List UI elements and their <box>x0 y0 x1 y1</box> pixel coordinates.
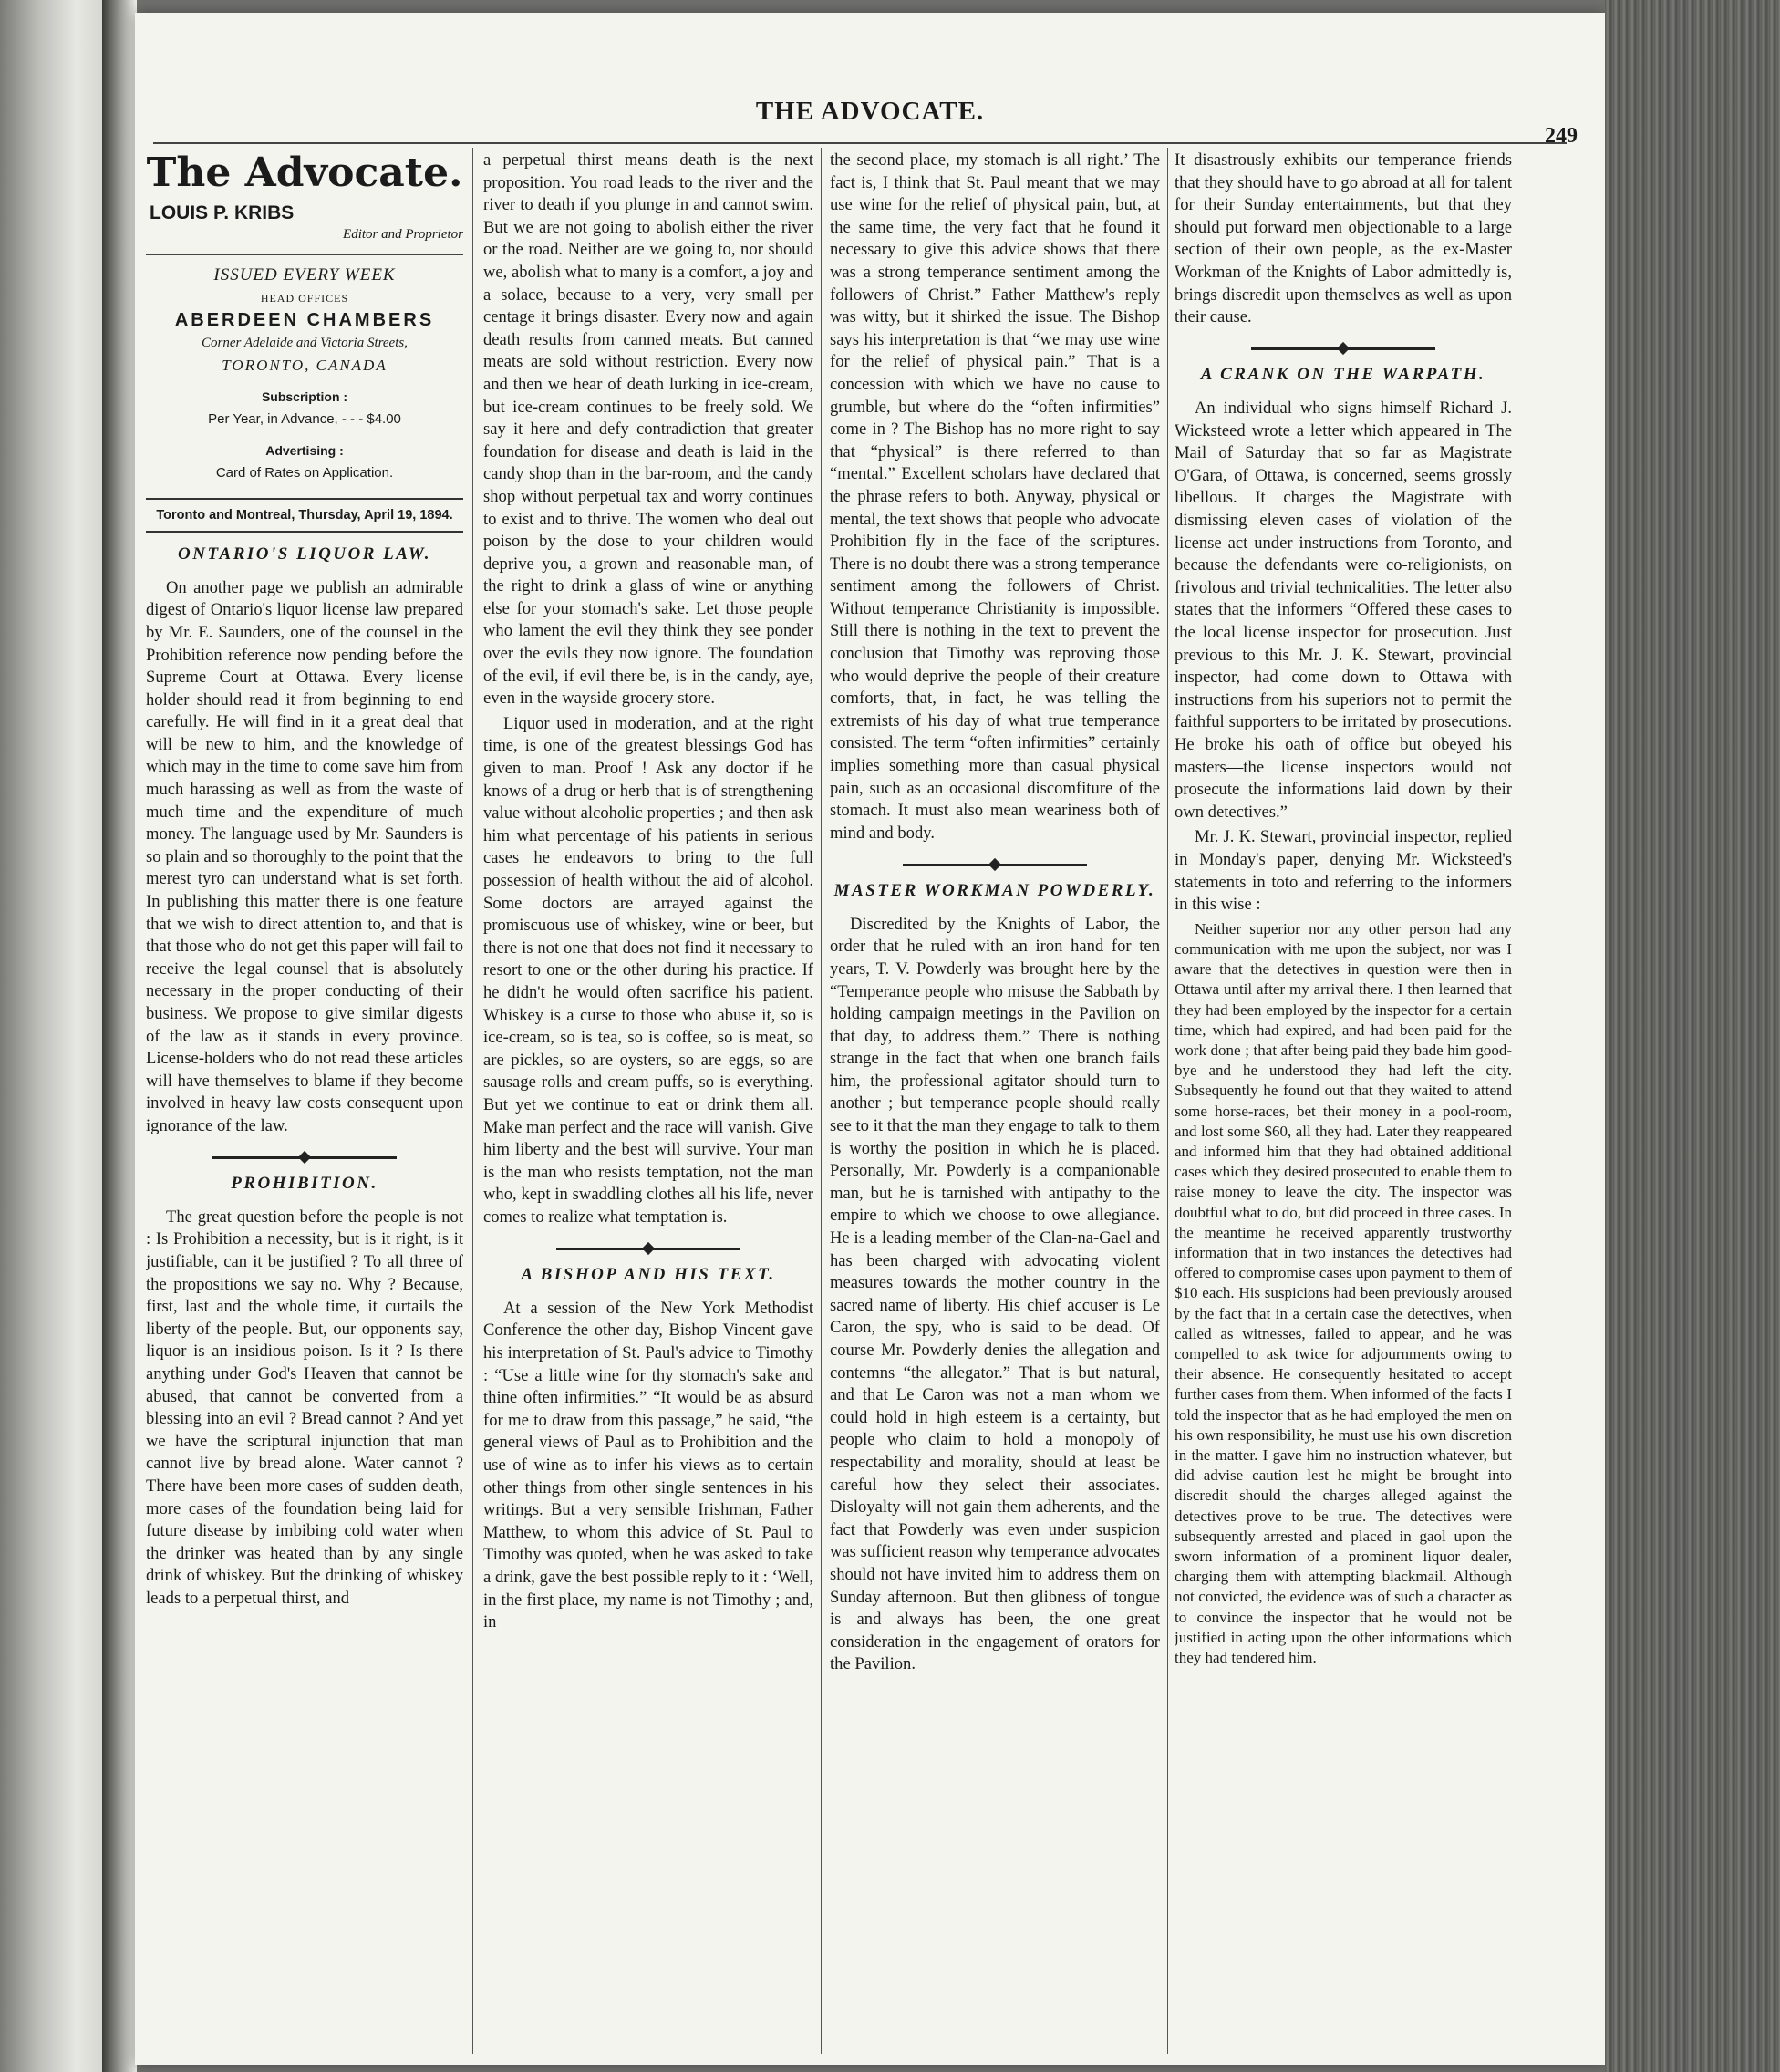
column-rule <box>1167 148 1168 2054</box>
masthead-rule <box>146 254 463 255</box>
issued-line: ISSUED EVERY WEEK <box>213 265 396 285</box>
article-paragraph: It disastrously exhibits our temperance friends that they should have to go abroad at all for talent for their Sunday entertainments, but that they should put forward men objectionable to a large section of their own people, as the ex-Master Workman of the Knights of Labor admittedly is, brings discredit upon themselves as well as upon their cause. <box>1175 150 1512 327</box>
subscription-label: Subscription : <box>261 389 348 405</box>
quote-paragraph: Neither superior nor any other person had any communication with me upon the subject, nor was I aware that the detectives in question were then in Ottawa until after my arrival there. I then learned that they had been employed by the inspector for a certain time, which had expired, and had been paid for the work done ; that after being paid they bade him good-bye and he understood they had left the city. Subsequently he found out that they waited to attend some horse-races, bet their money in a pool-room, and lost some $60, all they had. Later they reappeared and informed him that they had obtained additional cases which they desired prosecuted to enable them to raise money to leave the city. The inspector was doubtful what to do, but did proceed in three cases. In the meantime he received apparently trustworthy information that in two instances the detectives had offered to compromise cases upon payment to them of $10 each. His suspicions had been previously aroused by the fact that in a certain case the detectives, when called as witnesses, failed to appear, and he was compelled to ask twice for adjournments owing to their absence. He consequently hesitated to accept further cases from them. When informed of the facts I told the inspector that as he had employed the men on his own responsibility, he must use his own discretion in the matter. I gave him no instruction whatever, but did advise caution lest he might be brought into discredit should the charges alleged against the detectives prove to be true. The detectives were subsequently arrested and placed in gaol upon the sworn information of a prominent liquor dealer, charging them with attempting blackmail. Although not convicted, the evidence was of such a character as to convince the inspector that he would not be justified in acting upon the other informations which they had tendered him. <box>1175 919 1512 1667</box>
masthead <box>146 150 463 533</box>
city-line: TORONTO, CANADA <box>222 356 388 374</box>
book-gutter <box>102 0 137 2072</box>
column-4 <box>1175 150 1512 2051</box>
page-number: 249 <box>1545 124 1578 148</box>
article-paragraph: a perpetual thirst means death is the next proposition. You road leads to the river and the river to death if you plunge in and cannot swim. But we are not going to abolish either the river or the road. Neither are we going to, nor should we, abolish what to many is a comfort, a joy and a solace, because to a very, very small per centage it brings disaster. Every now and again death results from canned meats. But canned meats are sold without restriction. Every now and then we hear of death lurking in ice-cream, but ice-cream continues to be freely sold. We say it here and defy contradiction that greater foundation for disease and death is laid in the candy shop than in the bar-room, and the candy shop without perpetual tax and worry continues to exist and to thrive. The women who deal out poison by the dose to your children would deprive you, a grown and reasonable man, of the right to drink a glass of wine or anything else for your stomach's sake. Let those people who lament the evil they think they see ponder over the evils they now ignore. The foundation of the evil, if evil there be, is in the candy, aye, even in the wayside grocery store. <box>483 150 813 709</box>
article-paragraph: Discredited by the Knights of Labor, the order that he ruled with an iron hand for ten years, T. V. Powderly was brought here by the “Temperance people who misuse the Sabbath by holding campaign meetings in the Pavilion on that day, to address them.” There is nothing strange in the fact that when one branch fails him, the professional agitator should turn to another ; but temperance people should really see to it that the man they engage to talk to them is worthy the position in which he is placed. Personally, Mr. Powderly is a companionable man, but he is tarnished with antipathy to the empire to which we choose to owe allegiance. He is a leading member of the Clan-na-Gael and has been charged with advocating violent measures towards the mother country in the sacred name of liberty. His chief accuser is Le Caron, the spy, who is said to be dead. Of course Mr. Powderly denies the allegation and contemns “the allegator.” That is but natural, and that Le Caron was not a man whom we could hold in high esteem is a certainty, but people who claim to hold a monopoly of respectability and morality, should at least be careful how they select their associates. Disloyalty will not gain them adherents, and the fact that Powderly was even under suspicion was sufficient reason why temperance advocates should not have invited him to address them on Sunday afternoon. But then glibness of tongue is and always has been, the one great consideration in the engagement of orators for the Pavilion. <box>830 914 1160 1674</box>
article-paragraph: Mr. J. K. Stewart, provincial inspector, replied in Monday's paper, denying Mr. Wicksteed's statements in toto and referring to the informers in this wise : <box>1175 827 1512 915</box>
editor-name: LOUIS P. KRIBS <box>150 202 295 223</box>
running-head: THE ADVOCATE. <box>755 97 985 126</box>
newspaper-page <box>135 13 1605 2065</box>
article-paragraph: At a session of the New York Methodist Conference the other day, Bishop Vincent gave his interpretation of St. Paul's advice to Timothy : “Use a little wine for thy stomach's sake and thine often infirmities.” “It would be as absurd for me to draw from this passage,” he said, “the general views of Paul as to Prohibition and the use of wine as to infer his views as to certain other things from other single sentences in his writings. But a very sensible Irishman, Father Matthew, to whom this advice of St. Paul to Timothy was quoted, when he was asked to take a drink, gave the best possible reply to it : ‘Well, in the first place, my name is not Timothy ; and, in <box>483 1298 813 1632</box>
head-offices-line: HEAD OFFICES <box>260 291 349 305</box>
column-1 <box>146 150 463 2051</box>
masthead-title: The Advocate. <box>146 150 463 196</box>
article-heading: ONTARIO'S LIQUOR LAW. <box>178 544 431 565</box>
section-divider <box>483 1244 813 1254</box>
section-divider <box>830 859 1160 869</box>
article-paragraph: the second place, my stomach is all right.’ The fact is, I think that St. Paul meant that we may use wine for the relief of physical pain, but, at the same time, the very fact that he found it necessary to give this advice shows that there was a strong temperance sentiment among the followers of Christ.” Father Matthew's reply was witty, but it shirked the issue. The Bishop says his interpretation is that “we may use wine for the relief of physical pain.” That is a concession with which we have no cause to grumble, but where do the “often infirmities” come in ? The Bishop has no more right to say that “physical” is there referred to than “mental.” Excellent scholars have declared that the phrase refers to both. Anyway, physical or mental, the text shows that people who advocate Prohibition fly in the face of the scriptures. There is no doubt there was a strong temperance sentiment among the followers of Christ. Without temperance Christianity is impossible. Still there is nothing in the text to prevent the conclusion that Timothy was reproving those who would deprive the people of their creature comforts, that, in fact, he was telling the extremists of his day of what true temperance consisted. The term “often infirmities” certainly implies something more than casual physical pain, such as an occasional discomfiture of the stomach. It must also mean weariness both of mind and body. <box>830 150 1160 843</box>
column-rule <box>472 148 473 2054</box>
article-heading: MASTER WORKMAN POWDERLY. <box>833 881 1156 901</box>
article-paragraph: An individual who signs himself Richard J. Wicksteed wrote a letter which appeared in The Mail of Saturday that so far as Magistrate O'Gara, of Ottawa, is concerned, seems grossly libellous. It charges the Magistrate with dismissing eleven cases of violation of the license act under instructions from Toronto, and because the defendants were co-religionists, on frivolous and trivial technicalities. The letter also states that the informers “Offered these cases to the local license inspector for prosecution. Just previous to this Mr. J. K. Stewart, provincial inspector, had come down to Ottawa with instructions from his superiors not to permit the faithful supporters to be irritated by prosecutions. He broke his oath of office but obeyed his masters—the license inspectors would not prosecute the informations laid down by their own detectives.” <box>1175 399 1512 822</box>
article-heading: A CRANK ON THE WARPATH. <box>1200 365 1486 385</box>
editor-role: Editor and Proprietor <box>343 226 463 242</box>
previous-page-edge <box>0 0 109 2072</box>
building-name: ABERDEEN CHAMBERS <box>174 310 435 331</box>
article-heading: A BISHOP AND HIS TEXT. <box>521 1265 776 1285</box>
advertising-label: Advertising : <box>265 443 344 459</box>
header-rule <box>153 142 1567 144</box>
advertising-value: Card of Rates on Application. <box>215 464 394 481</box>
quoted-letter <box>1175 919 1512 1669</box>
address-line: Corner Adelaide and Victoria Streets, <box>202 335 408 350</box>
article-paragraph: On another page we publish an admirable digest of Ontario's liquor license law prepared by Mr. E. Saunders, one of the counsel in the Prohibition reference now pending before the Supreme Court at Ottawa. Every license holder should read it from beginning to end carefully. He will find in it a great deal that will be new to him, and the knowledge of which may in the time to come save him from much harassing as well as from the waste of much time and the expenditure of much money. The language used by Mr. Saunders is so plain and so thoroughly to the point that the merest tyro can understand what is set forth. In publishing this matter there is one feature that we wish to direct attention to, and that is that those who do not get this paper will fail to receive the legal counsel that is absolutely necessary in the proper conducting of their business. We propose to give similar digests of the law as it stands in every province. License-holders who do not read these articles will have themselves to blame if they become involved in heavy law costs consequent upon ignorance of the law. <box>146 577 463 1135</box>
column-3 <box>830 150 1160 2051</box>
column-rule <box>821 148 822 2054</box>
section-divider <box>1175 344 1512 354</box>
article-heading: PROHIBITION. <box>231 1174 378 1194</box>
book-page-edges <box>1605 0 1780 2072</box>
dateline: Toronto and Montreal, Thursday, April 19, 1894. <box>146 498 463 534</box>
article-paragraph: The great question before the people is not : Is Prohibition a necessity, but is it right, is it justifiable, can it be justified ? To all three of the propositions we say no. Why ? Because, first, last and the whole time, it curtails the liberty of the people. But, our opponents say, liquor is an insidious poison. Is it ? Is there anything under God's Heaven that cannot be abused, that cannot be converted from a blessing into an evil ? Bread cannot ? And yet we have the scriptural injunction that man cannot live by bread alone. Water cannot ? There have been more cases of sudden death, more cases of the foundation being laid for future disease by imbibing cold water when the drinker was heated than by any single drink of whiskey. But the drinking of whiskey leads to a perpetual thirst, and <box>146 1207 463 1608</box>
section-divider <box>146 1153 463 1163</box>
article-paragraph: Liquor used in moderation, and at the right time, is one of the greatest blessings God has given to man. Proof ! Ask any doctor if he knows of a drug or herb that is of strengthening value without alcoholic properties ; and then ask him what percentage of his patients in serious cases he endeavors to bring to the full possession of health without the aid of alcohol. Some doctors are arrayed against the promiscuous use of whiskey, wine or beer, but there is not one that does not find it necessary to resort to one or the other during his practice. If he didn't he would often sacrifice his patient. Whiskey is a curse to those who abuse it, so is ice-cream, so is tea, so is coffee, so is meat, so are pickles, so are oysters, so are eggs, so are sausage rolls and cream puffs, so is everything. But yet we continue to eat or drink them all. Make man perfect and the race will vanish. Give him liberty and the best will survive. Your man is the man who resists temptation, not the man who, kept in swaddling clothes all his life, never comes to realize what temptation is. <box>483 713 813 1227</box>
column-2 <box>483 150 813 2051</box>
subscription-value: Per Year, in Advance, - - - $4.00 <box>208 410 401 427</box>
